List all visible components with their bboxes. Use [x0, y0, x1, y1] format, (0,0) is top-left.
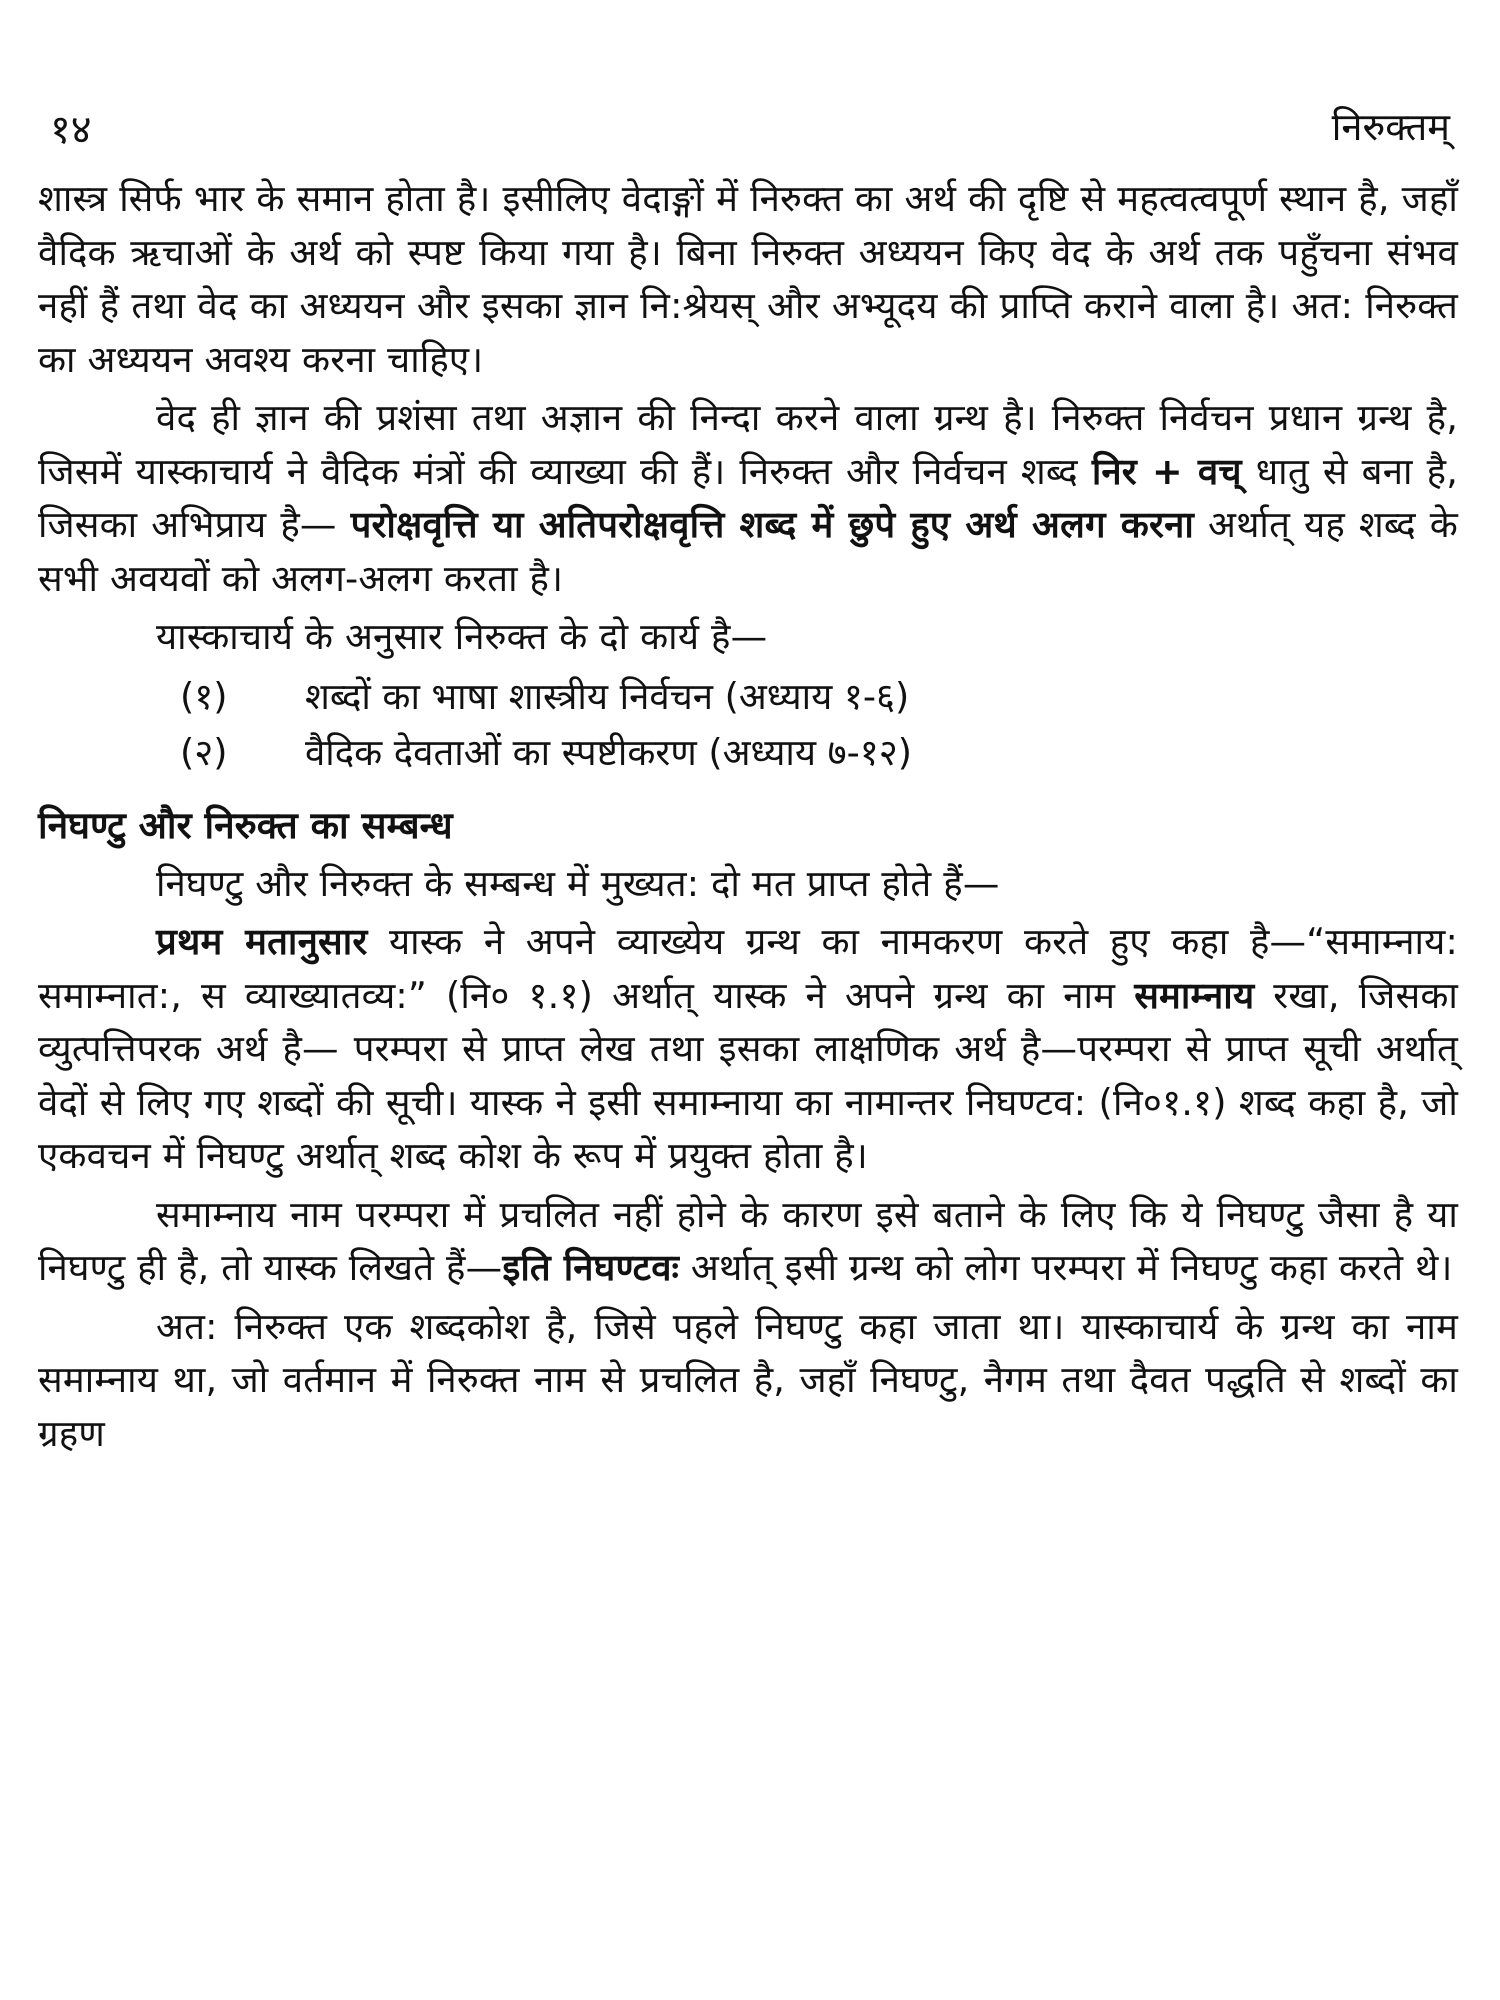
- paragraph-7: अत: निरुक्त एक शब्दकोश है, जिसे पहले निघण्टु कहा जाता था। यास्काचार्य के ग्रन्थ का नाम समाम्नाय था, जो वर्तमान में निरुक्त नाम से प्रचलित है, जहाँ निघण्टु, नैगम तथा दैवत पद्धति से शब्दों का ग्रहण: [38, 1304, 1458, 1455]
- paragraph-5: [38, 915, 1458, 1183]
- list-item-number: (१): [180, 674, 228, 718]
- paragraph-1: शास्त्र सिर्फ भार के समान होता है। इसीलिए वेदाङ्गों में निरुक्त का अर्थ की दृष्टि से महत्वत्वपूर्ण स्थान है, जहाँ वैदिक ऋचाओं के अर्थ को स्पष्ट किया गया है। बिना निरुक्त अध्ययन किए वेद के अर्थ तक पहुँचना संभव नहीं हैं तथा वेद का अध्ययन और इसका ज्ञान नि:श्रेयस् और अभ्यूदय की प्राप्ति कराने वाला है। अत: निरुक्त का अध्ययन अवश्य करना चाहिए।: [38, 177, 1458, 381]
- paragraph-3: यास्काचार्य के अनुसार निरुक्त के दो कार्य है—: [156, 615, 768, 658]
- paragraph-5-text-a: यास्क ने अपने व्याख्येय ग्रन्थ का नामकरण करते हुए कहा है—“समाम्नाय: समाम्नात:, स व्याख्यातव्य:” (नि० १.१) अर्थात् यास्क ने अपने ग्रन्थ का नाम: [38, 920, 1458, 1017]
- paragraph-6: [38, 1188, 1458, 1295]
- paragraph-2: [38, 391, 1458, 605]
- section-heading: निघण्टु और निरुक्त का सम्बन्ध: [38, 803, 453, 847]
- functions-list: [38, 669, 1458, 781]
- paragraph-6-text-c: अर्थात् इसी ग्रन्थ को लोग परम्परा में निघण्टु कहा करते थे।: [679, 1246, 1453, 1289]
- paragraph-2-bold-root: निर + वच्: [1091, 449, 1242, 493]
- list-item-number: (२): [180, 730, 228, 774]
- page-header: [38, 100, 1458, 172]
- list-item: [38, 669, 1458, 725]
- paragraph-4: निघण्टु और निरुक्त के सम्बन्ध में मुख्यत: दो मत प्राप्त होते हैं—: [156, 861, 1000, 905]
- running-head: निरुक्तम्: [1331, 105, 1450, 149]
- paragraph-6-bold-iti-nighantavah: इति निघण्टवः: [502, 1246, 680, 1289]
- paragraph-5-bold-samamnaya: समाम्नाय: [1134, 973, 1255, 1017]
- paragraph-5-text-c: रखा, जिसका व्युत्पत्तिपरक अर्थ है— परम्परा से प्राप्त लेख तथा इसका लाक्षणिक अर्थ है—परम्परा से प्राप्त सूची अर्थात् वेदों से लिए गए शब्दों की सूची। यास्क ने इसी समाम्नाया का नामान्तर निघण्टव: (नि०१.१) शब्द कहा है, जो एकवचन में निघण्टु अर्थात् शब्द कोश के रूप में प्रयुक्त होता है।: [38, 973, 1459, 1177]
- paragraph-5-bold-first-view: प्रथम मतानुसार: [156, 920, 368, 963]
- paragraph-2-text-a: वेद ही ज्ञान की प्रशंसा तथा अज्ञान की निन्दा करने वाला ग्रन्थ है। निरुक्त निर्वचन प्रधान ग्रन्थ है, जिसमें यास्काचार्य ने वैदिक मंत्रों की व्याख्या की हैं। निरुक्त और निर्वचन शब्द: [38, 396, 1458, 493]
- paragraph-6-text-a: समाम्नाय नाम परम्परा में प्रचलित नहीं होने के कारण इसे बताने के लिए कि ये निघण्टु जैसा है या निघण्टु ही है, तो यास्क लिखते हैं—: [38, 1192, 1458, 1289]
- book-page: [38, 100, 1458, 1990]
- paragraph-2-text-c: धातु से बना है, जिसका अभिप्राय है—: [38, 449, 1459, 546]
- paragraph-2-text-d: अर्थात् यह शब्द के सभी अवयवों को अलग-अलग करता है।: [38, 503, 1458, 600]
- page-number: १४: [50, 107, 92, 153]
- list-item-text: शब्दों का भाषा शास्त्रीय निर्वचन (अध्याय १-६): [305, 674, 910, 718]
- paragraph-2-bold-meaning: परोक्षवृत्ति या अतिपरोक्षवृत्ति शब्द में छुपे हुए अर्थ अलग करना: [350, 503, 1195, 546]
- list-item: [38, 725, 1458, 781]
- list-item-text: वैदिक देवताओं का स्पष्टीकरण (अध्याय ७-१२): [305, 730, 912, 774]
